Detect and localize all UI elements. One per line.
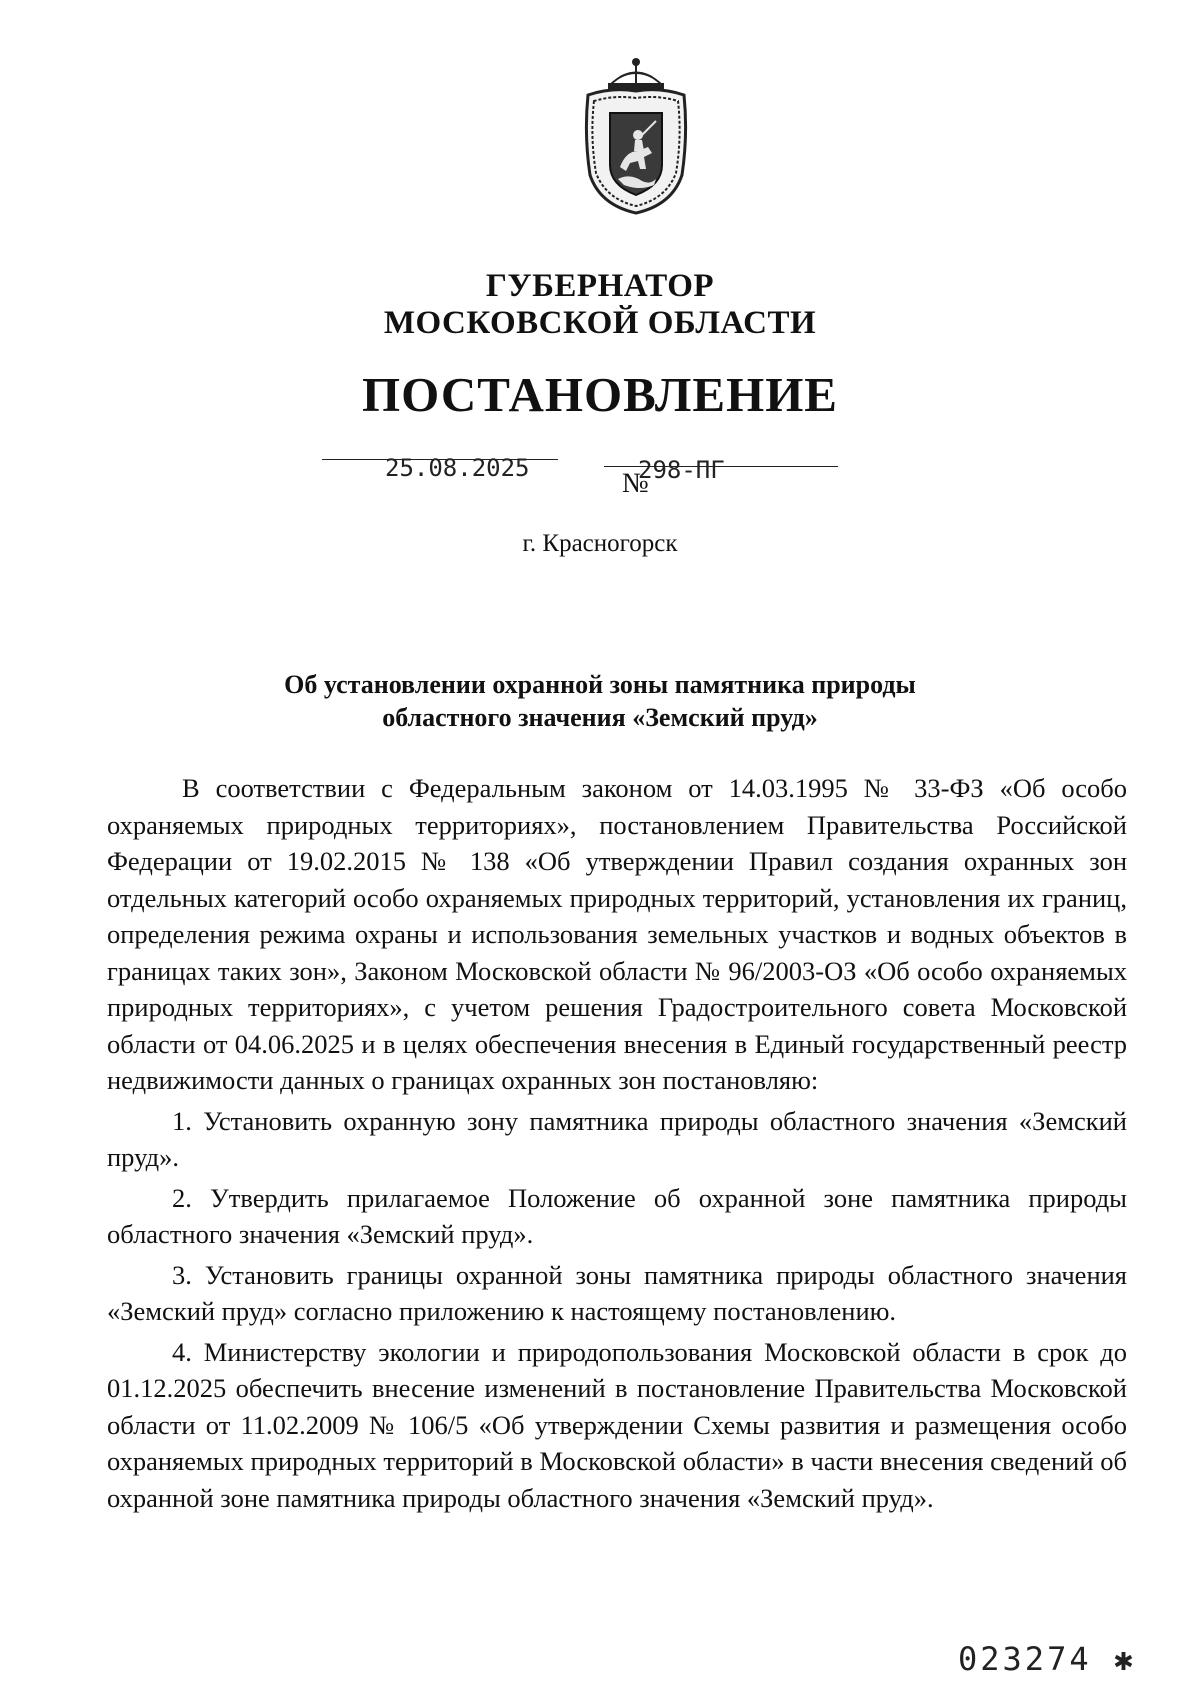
document-type: ПОСТАНОВЛЕНИЕ [362, 367, 838, 422]
subject-line: Об установлении охранной зоны памятника природы [284, 670, 916, 699]
date-underline [322, 459, 558, 460]
authority-title: ГУБЕРНАТОР [485, 268, 715, 304]
coat-of-arms-icon [580, 55, 692, 215]
document-number: 298-ПГ [638, 456, 725, 484]
authority-region: МОСКОВСКОЙ ОБЛАСТИ [383, 305, 817, 341]
document-date: 25.08.2025 [385, 454, 530, 482]
subject-line: областного значения «Земский пруд» [382, 703, 818, 732]
serial-digits: 023274 [958, 1640, 1092, 1678]
asterisk-icon: ✱ [1113, 1640, 1137, 1678]
resolution-item: 4. Министерству экологии и природопользования Московской области в срок до 01.12.2025 обеспечить внесение изменений в постановление Правительства Московской области от 11.02.2009 № 106/5 «Об утверждении Схемы развития и размещения особо охраняемых природных территорий в Московской области» в части внесения сведений об охранной зоне памятника природы областного значения «Земский пруд». [107, 1336, 1127, 1513]
resolution-item: 3. Установить границы охранной зоны памятника природы областного значения «Земский пруд» согласно приложению к настоящему постановлению. [107, 1259, 1127, 1326]
number-sign: № [622, 468, 649, 499]
preamble-paragraph: В соответствии с Федеральным законом от 14.03.1995 № 33-ФЗ «Об особо охраняемых природных территориях», постановлением Правительства Российской Федерации от 19.02.2015 № 138 «Об утверждении Правил создания охранных зон отдельных категорий особо охраняемых природных территорий, установления их границ, определения режима охраны и использования земельных участков и водных объектов в границах таких зон», Законом Московской области № 96/2003-ОЗ «Об особо охраняемых природных территориях», с учетом решения Градостроительного совета Московской области от 04.06.2025 и в целях обеспечения внесения в Единый государственный реестр недвижимости данных о границах охранных зон постановляю: [107, 773, 1127, 1095]
resolution-item: 1. Установить охранную зону памятника природы областного значения «Земский пруд». [107, 1105, 1127, 1172]
resolution-item: 2. Утвердить прилагаемое Положение об охранной зоне памятника природы областного значения «Земский пруд». [107, 1182, 1127, 1249]
number-underline [604, 466, 838, 467]
issuing-authority [0, 268, 1200, 342]
city: г. Красногорск [522, 530, 678, 557]
document-subject [0, 668, 1200, 734]
document-body [107, 770, 1127, 1516]
serial-number [958, 1640, 1136, 1678]
